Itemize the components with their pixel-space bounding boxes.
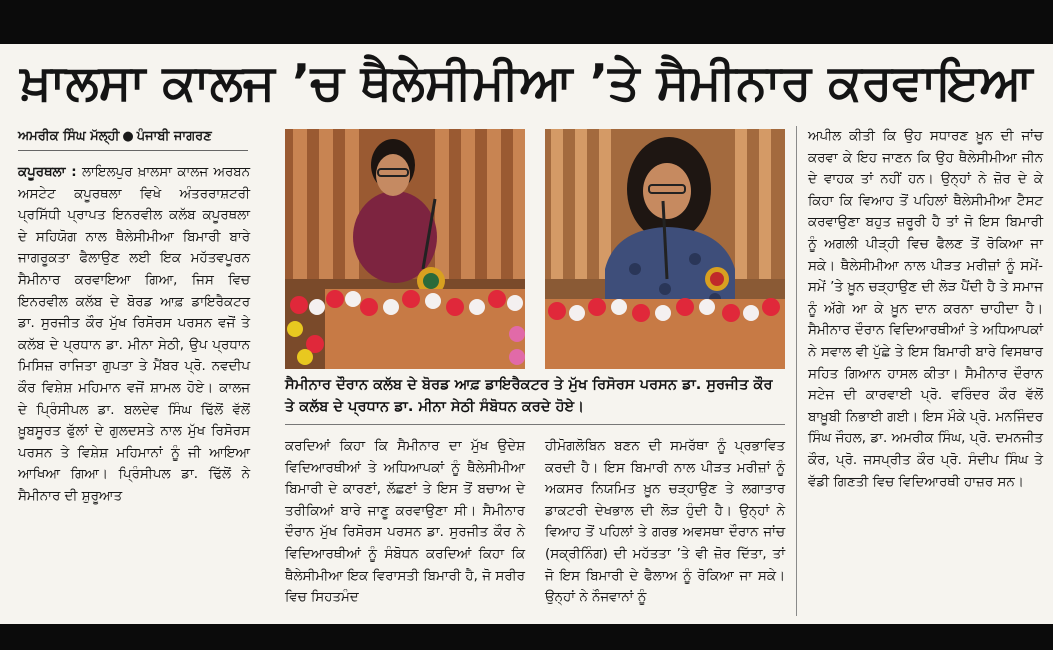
newspaper-clipping <box>0 44 1053 624</box>
column-1-text: ਲਾਇਲਪੁਰ ਖ਼ਾਲਸਾ ਕਾਲਜ ਅਰਬਨ ਅਸਟੇਟ ਕਪੂਰਥਲਾ ਵਿਖੇ ਅੰਤਰਰਾਸ਼ਟਰੀ ਪ੍ਰਸਿੱਧੀ ਪ੍ਰਾਪਤ ਇਨਰਵੀਲ ਕਲੱਬ ਕਪੂਰਥਲਾ ਦੇ ਸਹਿਯੋਗ ਨਾਲ ਥੈਲੇਸੀਮੀਆ ਬਿਮਾਰੀ ਬਾਰੇ ਜਾਗਰੂਕਤਾ ਫੈਲਾਉਣ ਲਈ ਇਕ ਮਹੱਤਵਪੂਰਨ ਸੈਮੀਨਾਰ ਕਰਵਾਇਆ ਗਿਆ, ਜਿਸ ਵਿਚ ਇਨਰਵੀਲ ਕਲੱਬ ਦੇ ਬੋਰਡ ਆਫ਼ ਡਾਇਰੈਕਟਰ ਡਾ. ਸੁਰਜੀਤ ਕੌਰ ਮੁੱਖ ਰਿਸੋਰਸ ਪਰਸਨ ਵਜੋਂ ਤੇ ਕਲੱਬ ਦੇ ਪ੍ਰਧਾਨ ਡਾ. ਮੀਨਾ ਸੇਠੀ, ਉਪ ਪ੍ਰਧਾਨ ਮਿਸਿਜ਼ ਰਾਜਿਤਾ ਗੁਪਤਾ ਤੇ ਮੈਂਬਰ ਪ੍ਰੋ. ਨਵਦੀਪ ਕੌਰ ਵਿਸ਼ੇਸ਼ ਮਹਿਮਾਨ ਵਜੋਂ ਸ਼ਾਮਲ ਹੋਏ। ਕਾਲਜ ਦੇ ਪ੍ਰਿੰਸੀਪਲ ਡਾ. ਬਲਦੇਵ ਸਿੰਘ ਢਿੱਲੋਂ ਵੱਲੋਂ ਖ਼ੂਬਸੂਰਤ ਫੁੱਲਾਂ ਦੇ ਗੁਲਦਸਤੇ ਨਾਲ ਮੁੱਖ ਰਿਸੋਰਸ ਪਰਸਨ ਤੇ ਵਿਸ਼ੇਸ਼ ਮਹਿਮਾਨਾਂ ਨੂੰ ਜੀ ਆਇਆ ਆਖਿਆ ਗਿਆ। ਪ੍ਰਿੰਸੀਪਲ ਡਾ. ਢਿੱਲੋਂ ਨੇ ਸੈਮੀਨਾਰ ਦੀ ਸ਼ੁਰੂਆਤ <box>18 165 250 504</box>
seminar-photo-speaker-2 <box>545 129 785 369</box>
seminar-photo-speaker-1 <box>285 129 525 369</box>
article-column-3 <box>545 436 785 609</box>
byline-separator: ● <box>122 129 134 144</box>
photo-caption: ਸੈਮੀਨਾਰ ਦੌਰਾਨ ਕਲੱਬ ਦੇ ਬੋਰਡ ਆਫ਼ ਡਾਇਰੈਕਟਰ ਤੇ ਮੁੱਖ ਰਿਸੋਰਸ ਪਰਸਨ ਡਾ. ਸੁਰਜੀਤ ਕੌਰ ਤੇ ਕਲੱਬ ਦੇ ਪ੍ਰਧਾਨ ਡਾ. ਮੀਨਾ ਸੇਠੀ ਸੰਬੋਧਨ ਕਰਦੇ ਹੋਏ। <box>285 374 785 425</box>
headline: ਖ਼ਾਲਸਾ ਕਾਲਜ ’ਚ ਥੈਲੇਸੀਮੀਆ ’ਤੇ ਸੈਮੀਨਾਰ ਕਰਵਾਇਆ <box>20 54 1033 111</box>
article-column-2 <box>285 436 525 609</box>
byline-author: ਅਮਰੀਕ ਸਿੰਘ ਮੱਲ੍ਹੀ <box>18 129 120 144</box>
article-column-1 <box>18 162 250 508</box>
article-column-4 <box>808 126 1043 493</box>
column-3-text: ਹੀਮੋਗਲੋਬਿਨ ਬਣਨ ਦੀ ਸਮਰੱਥਾ ਨੂੰ ਪ੍ਰਭਾਵਿਤ ਕਰਦੀ ਹੈ। ਇਸ ਬਿਮਾਰੀ ਨਾਲ ਪੀੜਤ ਮਰੀਜ਼ਾਂ ਨੂੰ ਅਕਸਰ ਨਿਯਮਿਤ ਖ਼ੂਨ ਚੜ੍ਹਾਉਣ ਤੇ ਲਗਾਤਾਰ ਡਾਕਟਰੀ ਦੇਖਭਾਲ ਦੀ ਲੋੜ ਹੁੰਦੀ ਹੈ। ਉਨ੍ਹਾਂ ਨੇ ਵਿਆਹ ਤੋਂ ਪਹਿਲਾਂ ਤੇ ਗਰਭ ਅਵਸਥਾ ਦੌਰਾਨ ਜਾਂਚ (ਸਕ੍ਰੀਨਿੰਗ) ਦੀ ਮਹੱਤਤਾ ’ਤੇ ਵੀ ਜ਼ੋਰ ਦਿੱਤਾ, ਤਾਂ ਜੋ ਇਸ ਬਿਮਾਰੀ ਦੇ ਫੈਲਾਅ ਨੂੰ ਰੋਕਿਆ ਜਾ ਸਕੇ। ਉਨ੍ਹਾਂ ਨੇ ਨੌਜਵਾਨਾਂ ਨੂੰ <box>545 439 785 606</box>
dateline: ਕਪੂਰਥਲਾ : <box>18 165 77 180</box>
byline <box>18 129 248 151</box>
column-4-text: ਅਪੀਲ ਕੀਤੀ ਕਿ ਉਹ ਸਧਾਰਣ ਖ਼ੂਨ ਦੀ ਜਾਂਚ ਕਰਵਾ ਕੇ ਇਹ ਜਾਣਨ ਕਿ ਉਹ ਥੈਲੇਸੀਮੀਆ ਜੀਨ ਦੇ ਵਾਹਕ ਤਾਂ ਨਹੀਂ ਹਨ। ਉਨ੍ਹਾਂ ਨੇ ਜ਼ੋਰ ਦੇ ਕੇ ਕਿਹਾ ਕਿ ਵਿਆਹ ਤੋਂ ਪਹਿਲਾਂ ਥੈਲੇਸੀਮੀਆ ਟੈਸਟ ਕਰਵਾਉਣਾ ਬਹੁਤ ਜ਼ਰੂਰੀ ਹੈ ਤਾਂ ਜੋ ਇਸ ਬਿਮਾਰੀ ਨੂੰ ਅਗਲੀ ਪੀੜ੍ਹੀ ਵਿਚ ਫੈਲਣ ਤੋਂ ਰੋਕਿਆ ਜਾ ਸਕੇ। ਥੈਲੇਸੀਮੀਆ ਨਾਲ ਪੀੜਤ ਮਰੀਜ਼ਾਂ ਨੂੰ ਸਮੇਂ-ਸਮੇਂ ’ਤੇ ਖ਼ੂਨ ਚੜ੍ਹਾਉਣ ਦੀ ਲੋੜ ਪੈਂਦੀ ਹੈ ਤੇ ਸਮਾਜ ਨੂੰ ਅੱਗੇ ਆ ਕੇ ਖ਼ੂਨ ਦਾਨ ਕਰਨਾ ਚਾਹੀਦਾ ਹੈ। ਸੈਮੀਨਾਰ ਦੌਰਾਨ ਵਿਦਿਆਰਥੀਆਂ ਤੇ ਅਧਿਆਪਕਾਂ ਨੇ ਸਵਾਲ ਵੀ ਪੁੱਛੇ ਤੇ ਇਸ ਬਿਮਾਰੀ ਬਾਰੇ ਵਿਸਥਾਰ ਸਹਿਤ ਗਿਆਨ ਹਾਸਲ ਕੀਤਾ। ਸੈਮੀਨਾਰ ਦੌਰਾਨ ਸਟੇਜ ਦੀ ਕਾਰਵਾਈ ਪ੍ਰੋ. ਵਰਿੰਦਰ ਕੌਰ ਵੱਲੋਂ ਬਾਖ਼ੂਬੀ ਨਿਭਾਈ ਗਈ। ਇਸ ਮੌਕੇ ਪ੍ਰੋ. ਮਨਜਿੰਦਰ ਸਿੰਘ ਜੌਹਲ, ਡਾ. ਅਮਰੀਕ ਸਿੰਘ, ਪ੍ਰੋ. ਦਮਨਜੀਤ ਕੌਰ, ਪ੍ਰੋ. ਜਸਪ੍ਰੀਤ ਕੌਰ ਪ੍ਰੋ. ਸੰਦੀਪ ਸਿੰਘ ਤੇ ਵੱਡੀ ਗਿਣਤੀ ਵਿਚ ਵਿਦਿਆਰਥੀ ਹਾਜ਼ਰ ਸਨ। <box>808 129 1043 490</box>
column-divider <box>796 126 797 616</box>
byline-source: ਪੰਜਾਬੀ ਜਾਗਰਣ <box>136 129 212 144</box>
column-2-text: ਕਰਦਿਆਂ ਕਿਹਾ ਕਿ ਸੈਮੀਨਾਰ ਦਾ ਮੁੱਖ ਉਦੇਸ਼ ਵਿਦਿਆਰਥੀਆਂ ਤੇ ਅਧਿਆਪਕਾਂ ਨੂੰ ਥੈਲੇਸੀਮੀਆ ਬਿਮਾਰੀ ਦੇ ਕਾਰਣਾਂ, ਲੱਛਣਾਂ ਤੇ ਇਸ ਤੋਂ ਬਚਾਅ ਦੇ ਤਰੀਕਿਆਂ ਬਾਰੇ ਜਾਣੂ ਕਰਵਾਉਣਾ ਸੀ। ਸੈਮੀਨਾਰ ਦੌਰਾਨ ਮੁੱਖ ਰਿਸੋਰਸ ਪਰਸਨ ਡਾ. ਸੁਰਜੀਤ ਕੌਰ ਨੇ ਵਿਦਿਆਰਥੀਆਂ ਨੂੰ ਸੰਬੋਧਨ ਕਰਦਿਆਂ ਕਿਹਾ ਕਿ ਥੈਲੇਸੀਮੀਆ ਇਕ ਵਿਰਾਸਤੀ ਬਿਮਾਰੀ ਹੈ, ਜੋ ਸਰੀਰ ਵਿਚ ਸਿਹਤਮੰਦ <box>285 439 525 606</box>
